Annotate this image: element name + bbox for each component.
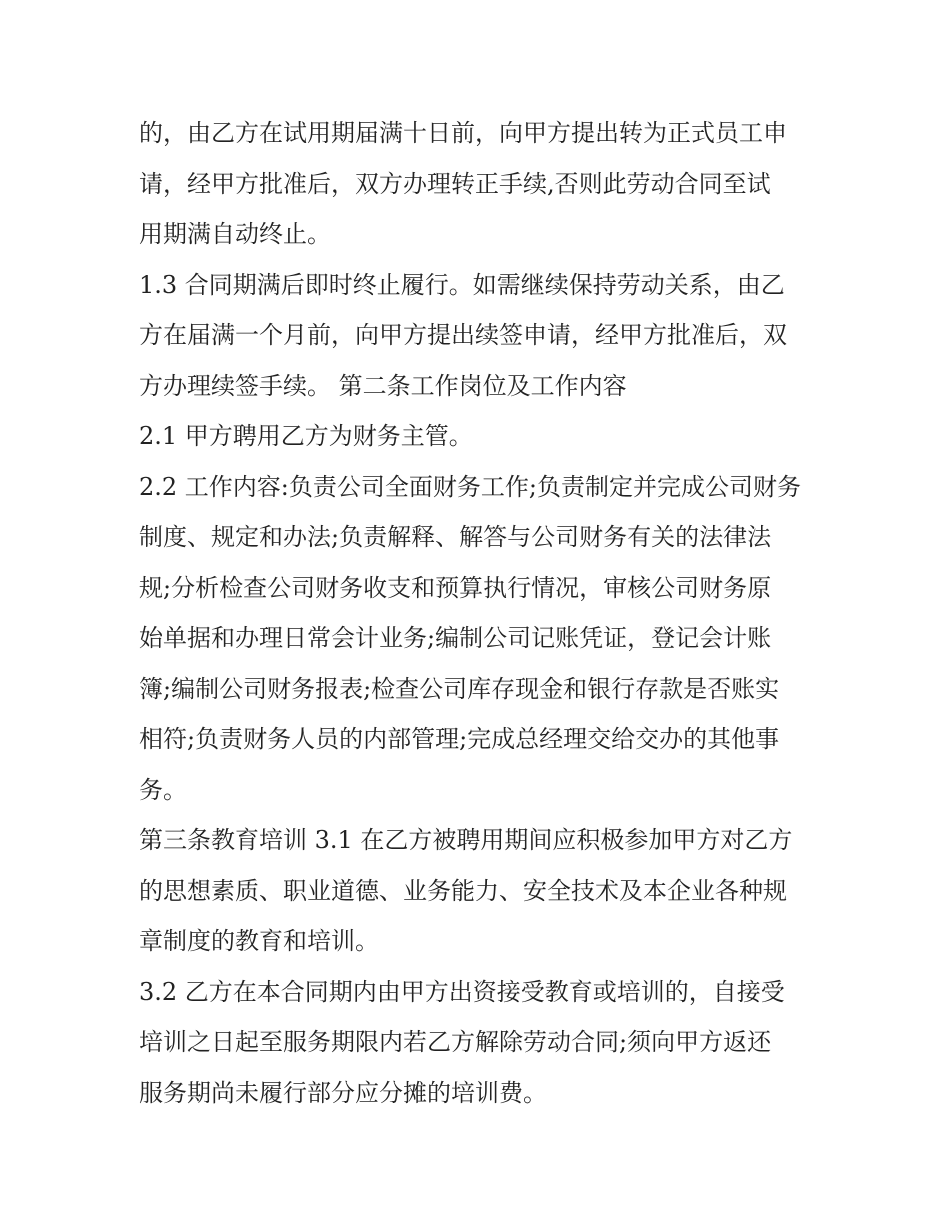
paragraph-2-2-job-content — [139, 462, 819, 816]
text-line: 1.3 合同期满后即时终止履行。如需继续保持劳动关系，由乙 — [139, 270, 785, 299]
text-line: 的，由乙方在试用期届满十日前，向甲方提出转为正式员工申 — [139, 119, 787, 147]
text-line: 用期满自动终止。 — [139, 220, 331, 248]
text-line: 始单据和办理日常会计业务;编制公司记账凭证，登记会计账 — [139, 624, 772, 652]
paragraph-probation-conversion — [139, 108, 819, 260]
text-line: 2.2 工作内容:负责公司全面财务工作;负责制定并完成公司财务 — [139, 472, 801, 501]
text-line: 相符;负责财务人员的内部管理;完成总经理交给交办的其他事 — [139, 725, 780, 753]
text-line: 方办理续签手续。 第二条工作岗位及工作内容 — [139, 371, 627, 400]
text-line: 3.2 乙方在本合同期内由甲方出资接受教育或培训的，自接受 — [139, 977, 785, 1006]
text-line: 的思想素质、职业道德、业务能力、安全技术及本企业各种规 — [139, 876, 787, 905]
paragraph-3-1-training — [139, 815, 819, 967]
paragraph-1-3-contract-expiry — [139, 260, 819, 412]
text-line: 服务期尚未履行部分应分摊的培训费。 — [139, 1078, 547, 1107]
text-line: 方在届满一个月前，向甲方提出续签申请，经甲方批准后，双 — [139, 321, 787, 349]
text-line: 章制度的教育和培训。 — [139, 927, 379, 955]
text-line: 第三条教育培训 3.1 在乙方被聘用期间应积极参加甲方对乙方 — [139, 826, 793, 854]
paragraph-2-1-position — [139, 411, 819, 462]
text-line: 规;分析检查公司财务收支和预算执行情况，审核公司财务原 — [139, 573, 772, 602]
text-line: 制度、规定和办法;负责解释、解答与公司财务有关的法律法 — [139, 523, 772, 551]
text-line: 务。 — [139, 775, 187, 804]
text-line: 请，经甲方批准后，双方办理转正手续,否则此劳动合同至试 — [139, 169, 771, 198]
text-line: 2.1 甲方聘用乙方为财务主管。 — [139, 422, 473, 450]
text-line: 簿;编制公司财务报表;检查公司库存现金和银行存款是否账实 — [139, 674, 780, 703]
paragraph-3-2-training-cost — [139, 967, 819, 1119]
text-line: 培训之日起至服务期限内若乙方解除劳动合同;须向甲方返还 — [139, 1028, 772, 1056]
document-body — [139, 108, 819, 1118]
